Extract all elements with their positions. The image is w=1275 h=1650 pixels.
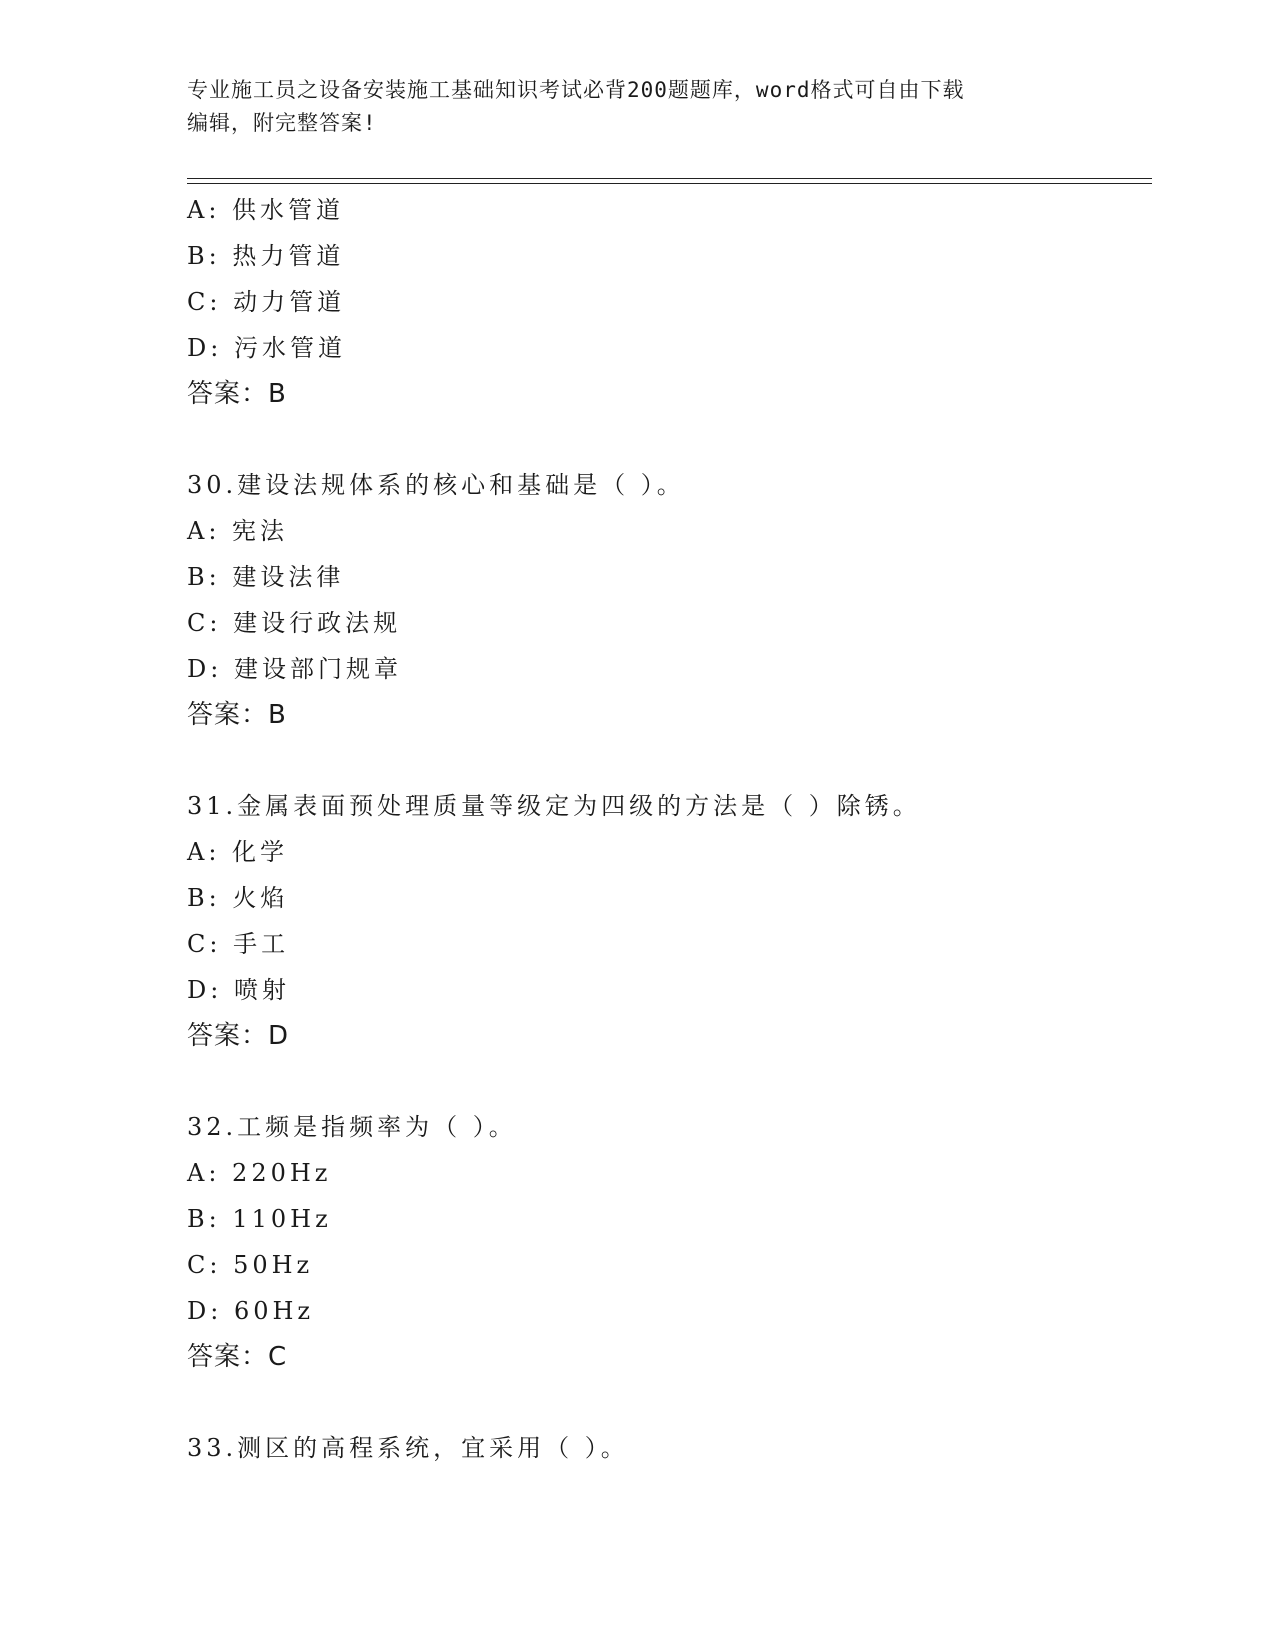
question-33 [187, 1425, 1152, 1471]
option-a: A: 供水管道 [187, 196, 345, 224]
question-stem: 33.测区的高程系统，宜采用（ ）。 [187, 1434, 629, 1462]
option-a: A: 220Hz [187, 1159, 332, 1187]
question-31 [187, 783, 1152, 1059]
header-title-line1: 专业施工员之设备安装施工基础知识考试必背200题题库，word格式可自由下载 [187, 78, 965, 102]
header-title-line2: 编辑，附完整答案! [187, 111, 377, 135]
option-c: C: 建设行政法规 [187, 609, 402, 637]
answer: 答案：C [187, 1342, 288, 1372]
document-header [187, 74, 1087, 140]
option-c: C: 动力管道 [187, 288, 346, 316]
answer: 答案：D [187, 1021, 290, 1051]
question-stem: 31.金属表面预处理质量等级定为四级的方法是（ ）除锈。 [187, 792, 921, 820]
option-b: B: 110Hz [187, 1205, 332, 1233]
option-c: C: 50Hz [187, 1251, 314, 1279]
header-divider-top [187, 178, 1152, 179]
header-divider-bottom [187, 183, 1152, 184]
option-b: B: 建设法律 [187, 563, 345, 591]
question-32 [187, 1104, 1152, 1380]
option-c: C: 手工 [187, 930, 290, 958]
question-29 [187, 187, 1152, 417]
question-list [187, 187, 1152, 1471]
question-30 [187, 462, 1152, 738]
option-b: B: 热力管道 [187, 242, 345, 270]
option-d: D: 建设部门规章 [187, 655, 402, 683]
option-d: D: 60Hz [187, 1297, 315, 1325]
answer: 答案：B [187, 379, 287, 409]
option-a: A: 宪法 [187, 517, 289, 545]
answer: 答案：B [187, 700, 287, 730]
option-b: B: 火焰 [187, 884, 289, 912]
question-stem: 32.工频是指频率为（ ）。 [187, 1113, 517, 1141]
question-stem: 30.建设法规体系的核心和基础是（ ）。 [187, 471, 685, 499]
option-d: D: 污水管道 [187, 334, 346, 362]
option-d: D: 喷射 [187, 976, 290, 1004]
option-a: A: 化学 [187, 838, 289, 866]
